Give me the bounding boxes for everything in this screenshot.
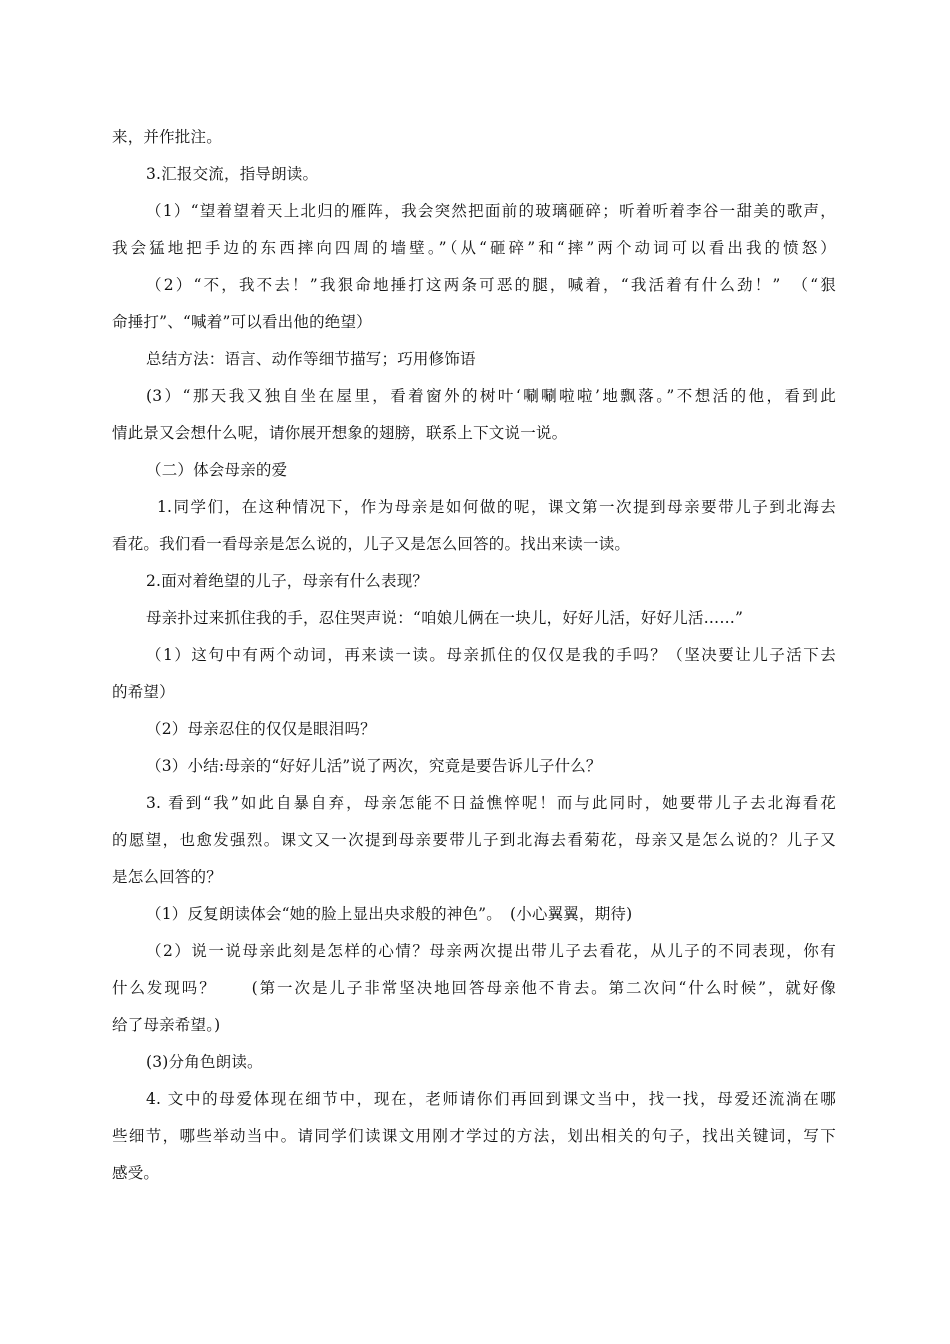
text-line: 给了母亲希望。)	[112, 1016, 221, 1034]
text-line: 3. 看到“我”如此自暴自弃，母亲怎能不日益憔悴呢！而与此同时，她要带儿子去北海看花	[146, 794, 836, 812]
text-line: 看花。我们看一看母亲是怎么说的，儿子又是怎么回答的。找出来读一读。	[112, 535, 631, 553]
text-line: 1.同学们，在这种情况下，作为母亲是如何做的呢，课文第一次提到母亲要带儿子到北海去	[157, 498, 836, 516]
text-line: （2）母亲忍住的仅仅是眼泪吗？	[146, 720, 376, 738]
text-line: 感受。	[112, 1164, 160, 1182]
text-line: （1）这句中有两个动词，再来读一读。母亲抓住的仅仅是我的手吗？（坚决要让儿子活下去	[146, 646, 836, 664]
text-line: 2.面对着绝望的儿子，母亲有什么表现？	[146, 572, 429, 590]
text-line: 3.汇报交流，指导朗读。	[146, 165, 319, 183]
text-line: (3）“那天我又独自坐在屋里，看着窗外的树叶‘唰唰啦啦’地飘落。”不想活的他，看到此	[146, 387, 836, 405]
text-line: 的希望）	[112, 683, 175, 701]
text-line: 是怎么回答的？	[112, 868, 222, 886]
text-line: （1）反复朗读体会“她的脸上显出央求般的神色”。 (小心翼翼，期待)	[146, 905, 633, 923]
text-line: 什么发现吗？ (第一次是儿子非常坚决地回答母亲他不肯去。第二次问“什么时候”，就好像	[112, 979, 836, 997]
text-line: 来，并作批注。	[112, 128, 222, 146]
text-line: （1）“望着望着天上北归的雁阵，我会突然把面前的玻璃砸碎；听着听着李谷一甜美的歌声，	[146, 202, 836, 220]
section-heading: （二）体会母亲的爱	[146, 461, 288, 479]
text-line: 情此景又会想什么呢，请你展开想象的翅膀，联系上下文说一说。	[112, 424, 568, 442]
text-line: 4. 文中的母爱体现在细节中，现在，老师请你们再回到课文当中，找一找，母爱还流淌在哪	[146, 1090, 836, 1108]
text-line: 命捶打”、“喊着”可以看出他的绝望）	[112, 313, 372, 331]
text-line: (3)分角色朗读。	[146, 1053, 263, 1071]
text-line: 总结方法：语言、动作等细节描写；巧用修饰语	[146, 350, 476, 368]
text-line: 母亲扑过来抓住我的手，忍住哭声说：“咱娘儿俩在一块儿，好好儿活，好好儿活……”	[146, 609, 744, 627]
text-line: （2）说一说母亲此刻是怎样的心情？母亲两次提出带儿子去看花，从儿子的不同表现，你有	[146, 942, 836, 960]
text-line: （2）“不，我不去！”我狠命地捶打这两条可恶的腿，喊着，“我活着有什么劲！” （“狠	[146, 276, 836, 294]
text-line: 些细节，哪些举动当中。请同学们读课文用刚才学过的方法，划出相关的句子，找出关键词，写下	[112, 1127, 836, 1145]
text-line: （3）小结:母亲的“好好儿活”说了两次，究竟是要告诉儿子什么？	[146, 757, 602, 775]
text-line: 我会猛地把手边的东西摔向四周的墙壁。”（从“砸碎”和“摔”两个动词可以看出我的愤怒）	[112, 239, 836, 257]
text-line: 的愿望，也愈发强烈。课文又一次提到母亲要带儿子到北海去看菊花，母亲又是怎么说的？儿子又	[112, 831, 836, 849]
